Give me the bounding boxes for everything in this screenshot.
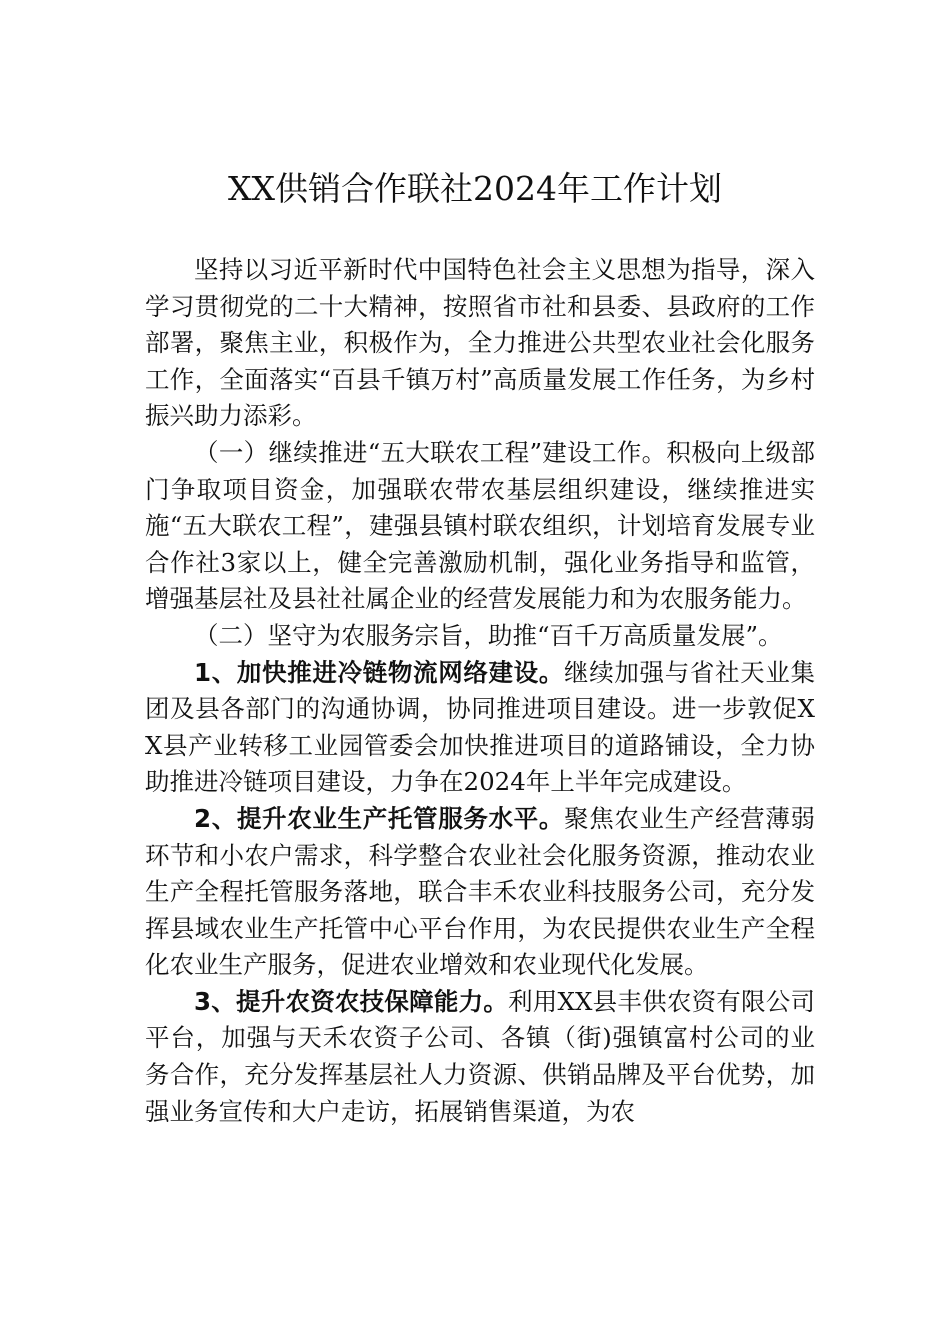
document-title: XX供销合作联社2024年工作计划 xyxy=(228,169,722,208)
item-2-paragraph xyxy=(145,801,815,984)
item-3-paragraph xyxy=(145,984,815,1130)
intro-paragraph: 坚持以习近平新时代中国特色社会主义思想为指导，深入学习贯彻党的二十大精神，按照省市社和县委、县政府的工作部署，聚焦主业，积极作为，全力推进公共型农业社会化服务工作，全面落实“百县千镇万村”高质量发展工作任务，为乡村振兴助力添彩。 xyxy=(145,255,815,431)
item-1-paragraph xyxy=(145,655,815,801)
item-3-heading: 3、提升农资农技保障能力。 xyxy=(194,986,509,1016)
document-body xyxy=(145,252,815,1130)
item-3-text: 利用XX县丰供农资有限公司平台，加强与天禾农资子公司、各镇（街)强镇富村公司的业务合作，充分发挥基层社人力资源、供销品牌及平台优势，加强业务宣传和大户走访，拓展销售渠道，为农 xyxy=(145,986,815,1126)
item-2-heading: 2、提升农业生产托管服务水平。 xyxy=(194,803,565,833)
section-1-paragraph: （一）继续推进“五大联农工程”建设工作。积极向上级部门争取项目资金，加强联农带农基层组织建设，继续推进实施“五大联农工程”，建强县镇村联农组织，计划培育发展专业合作社3家以上，健全完善激励机制，强化业务指导和监管，增强基层社及县社社属企业的经营发展能力和为农服务能力。 xyxy=(145,437,815,614)
section-2-paragraph: （二）坚守为农服务宗旨，助推“百千万高质量发展”。 xyxy=(194,620,783,650)
item-1-heading: 1、加快推进冷链物流网络建设。 xyxy=(194,657,565,687)
item-2-text: 聚焦农业生产经营薄弱环节和小农户需求，科学整合农业社会化服务资源，推动农业生产全程托管服务落地，联合丰禾农业科技服务公司，充分发挥县域农业生产托管中心平台作用，为农民提供农业生产全程化农业生产服务，促进农业增效和农业现代化发展。 xyxy=(145,803,816,980)
item-1-text: 继续加强与省社天业集团及县各部门的沟通协调，协同推进项目建设。进一步敦促XX县产业转移工业园管委会加快推进项目的道路铺设，全力协助推进冷链项目建设，力争在2024年上半年完成建设。 xyxy=(145,657,816,797)
